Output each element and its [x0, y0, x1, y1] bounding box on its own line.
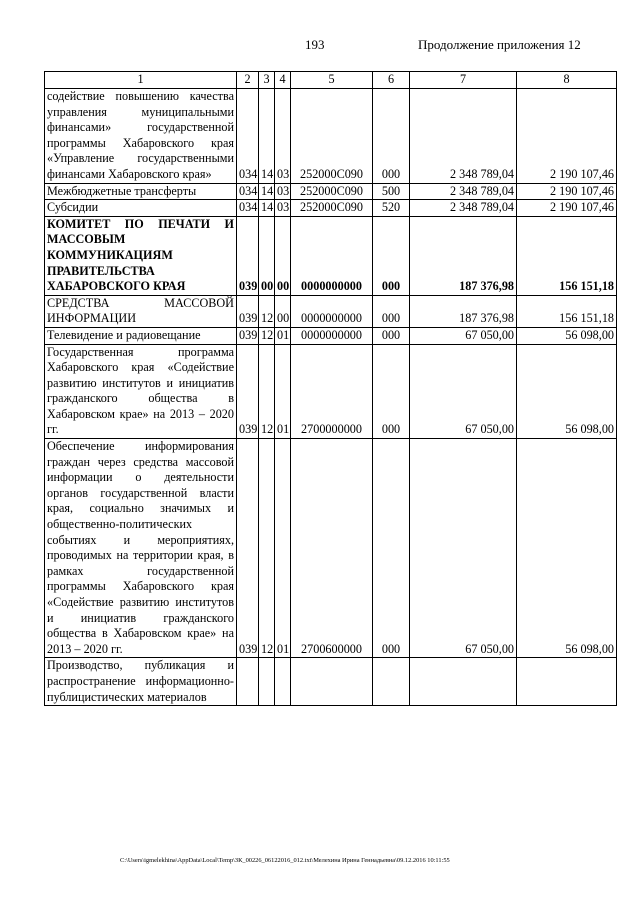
section-code-cell: 12 [259, 344, 275, 439]
table-row [45, 183, 617, 200]
expense-type-cell: 000 [373, 89, 410, 184]
section-code-cell: 14 [259, 89, 275, 184]
expense-type-cell: 000 [373, 327, 410, 344]
document-file-path: C:\Users\igmelekhina\AppData\Local\Temp\ЗК_00226_06122016_012.txt\Мелехина Ирина Геннадьевна\09.12.2016 10:11:55 [120, 857, 450, 864]
amount-cell: 56 098,00 [517, 344, 617, 439]
amount-cell: 2 348 789,04 [410, 183, 517, 200]
expense-name-cell: Государственная программа Хабаровского края «Содействие развитию институтов и инициатив гражданского общества в Хабаровском крае» на 2013 – 2020 гг. [45, 344, 237, 439]
budget-table [44, 71, 617, 706]
amount-cell: 156 151,18 [517, 216, 617, 295]
target-article-cell: 2700600000 [291, 439, 373, 658]
amount-cell [517, 658, 617, 706]
column-header: 4 [275, 72, 291, 89]
amount-cell: 67 050,00 [410, 344, 517, 439]
column-header: 5 [291, 72, 373, 89]
subsection-code-cell: 01 [275, 344, 291, 439]
ministry-code-cell: 039 [237, 439, 259, 658]
ministry-code-cell: 039 [237, 327, 259, 344]
appendix-continuation-label: Продолжение приложения 12 [418, 37, 581, 52]
table-row [45, 439, 617, 658]
expense-name-cell: Производство, публикация и распространение информационно-публицистических материалов [45, 658, 237, 706]
target-article-cell [291, 658, 373, 706]
subsection-code-cell [275, 658, 291, 706]
ministry-code-cell: 034 [237, 200, 259, 217]
amount-cell: 2 190 107,46 [517, 183, 617, 200]
expense-name-cell: Телевидение и радиовещание [45, 327, 237, 344]
table-row [45, 200, 617, 217]
amount-cell: 56 098,00 [517, 439, 617, 658]
subsection-code-cell: 00 [275, 216, 291, 295]
target-article-cell: 252000С090 [291, 183, 373, 200]
column-header: 1 [45, 72, 237, 89]
amount-cell: 2 348 789,04 [410, 200, 517, 217]
expense-type-cell: 000 [373, 439, 410, 658]
amount-cell: 67 050,00 [410, 439, 517, 658]
subsection-code-cell: 01 [275, 327, 291, 344]
section-code-cell: 12 [259, 295, 275, 327]
subsection-code-cell: 00 [275, 295, 291, 327]
amount-cell: 67 050,00 [410, 327, 517, 344]
table-row [45, 327, 617, 344]
amount-cell: 2 348 789,04 [410, 89, 517, 184]
expense-name-cell: Субсидии [45, 200, 237, 217]
section-code-cell: 00 [259, 216, 275, 295]
target-article-cell: 252000С090 [291, 200, 373, 217]
expense-name-cell: Межбюджетные трансферты [45, 183, 237, 200]
expense-type-cell: 520 [373, 200, 410, 217]
section-code-cell [259, 658, 275, 706]
subsection-code-cell: 01 [275, 439, 291, 658]
ministry-code-cell: 039 [237, 344, 259, 439]
section-code-cell: 14 [259, 183, 275, 200]
column-header: 2 [237, 72, 259, 89]
target-article-cell: 0000000000 [291, 327, 373, 344]
column-header: 3 [259, 72, 275, 89]
target-article-cell: 252000С090 [291, 89, 373, 184]
target-article-cell: 2700000000 [291, 344, 373, 439]
section-code-cell: 14 [259, 200, 275, 217]
amount-cell: 56 098,00 [517, 327, 617, 344]
column-header: 8 [517, 72, 617, 89]
expense-type-cell: 000 [373, 344, 410, 439]
expense-name-cell: содействие повышению качества управления муниципальными финансами» государственной программы Хабаровского края «Управление государственными финансами Хабаровского края» [45, 89, 237, 184]
table-row [45, 658, 617, 706]
ministry-code-cell [237, 658, 259, 706]
expense-type-cell: 000 [373, 295, 410, 327]
ministry-code-cell: 034 [237, 89, 259, 184]
expense-type-cell: 500 [373, 183, 410, 200]
table-row [45, 295, 617, 327]
column-number-row [45, 72, 617, 89]
subsection-code-cell: 03 [275, 89, 291, 184]
table-row [45, 344, 617, 439]
amount-cell: 2 190 107,46 [517, 89, 617, 184]
table-row [45, 89, 617, 184]
amount-cell: 156 151,18 [517, 295, 617, 327]
ministry-code-cell: 039 [237, 295, 259, 327]
section-code-cell: 12 [259, 327, 275, 344]
column-header: 6 [373, 72, 410, 89]
expense-name-cell: Обеспечение информирования граждан через средства массовой информации о деятельности органов государственной власти края, социально значимых и общественно-политических событиях и мероприятиях, проводимых на территории края, в рамках государственной программы Хабаровского края «Содействие развитию институтов и инициатив гражданского общества в Хабаровском крае» на 2013 – 2020 гг. [45, 439, 237, 658]
page-number: 193 [305, 37, 325, 52]
expense-name-cell: СРЕДСТВА МАССОВОЙ ИНФОРМАЦИИ [45, 295, 237, 327]
table-row-committee [45, 216, 617, 295]
target-article-cell: 0000000000 [291, 295, 373, 327]
expense-type-cell: 000 [373, 216, 410, 295]
amount-cell: 2 190 107,46 [517, 200, 617, 217]
amount-cell: 187 376,98 [410, 216, 517, 295]
subsection-code-cell: 03 [275, 200, 291, 217]
ministry-code-cell: 034 [237, 183, 259, 200]
subsection-code-cell: 03 [275, 183, 291, 200]
expense-name-cell: КОМИТЕТ ПО ПЕЧАТИ И МАССОВЫМ КОММУНИКАЦИЯМ ПРАВИТЕЛЬСТВА ХАБАРОВСКОГО КРАЯ [45, 216, 237, 295]
target-article-cell: 0000000000 [291, 216, 373, 295]
column-header: 7 [410, 72, 517, 89]
section-code-cell: 12 [259, 439, 275, 658]
amount-cell: 187 376,98 [410, 295, 517, 327]
amount-cell [410, 658, 517, 706]
expense-type-cell [373, 658, 410, 706]
ministry-code-cell: 039 [237, 216, 259, 295]
